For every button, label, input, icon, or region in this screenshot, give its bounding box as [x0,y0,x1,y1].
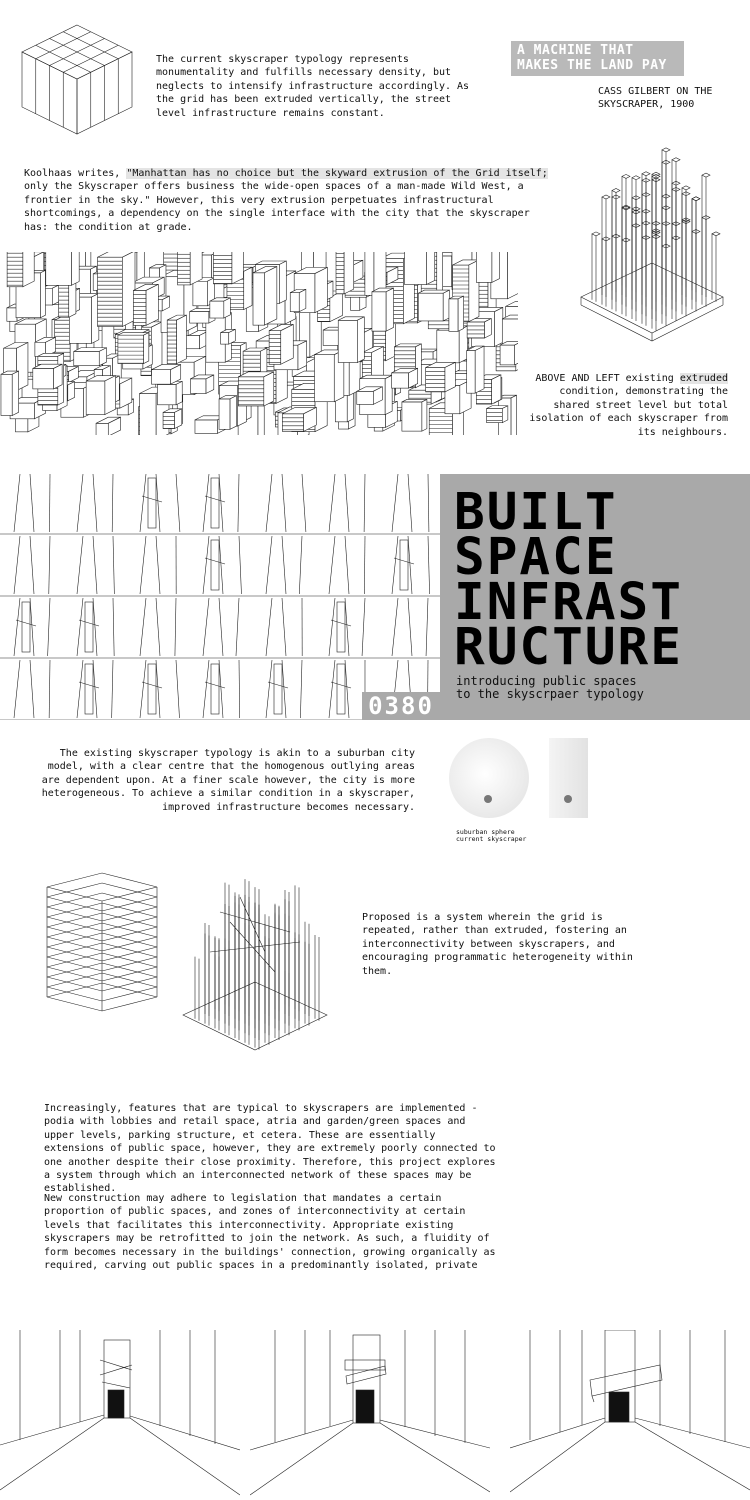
proposed-paragraph: Proposed is a system wherein the grid is repeated, rather than extruded, fostering an interconnectivity between skyscrapers, and encouraging programmatic heterogeneity within them. [362,912,633,977]
koolhaas-paragraph [24,167,549,234]
interior-strip-collage [0,474,440,720]
project-number: 0380 [362,692,440,720]
subtitle-line2: to the skyscrpaer typology [456,687,644,701]
quote-badge-line2: MAKES THE LAND PAY [517,58,667,73]
title-line4: RUCTURE [454,618,683,677]
body-paragraph-2: New construction may adhere to legislation that mandates a certain proportion of public spaces, and zones of interconnectivity at certain levels that facilitates this interconnectivity. Appropriate existing skyscrapers may be retrofitted to join the network. As such, a fluidity of form becomes necessary in the buildings' connection, growing organically as required, carving out public spaces in a predominantly isolated, private [44,1193,496,1272]
repeated-grid-sketch [42,865,162,1015]
city-isometric-sketch [0,252,518,435]
quote-attribution-line1: CASS GILBERT ON THE [598,86,713,97]
intro-paragraph: The current skyscraper typology represents monumentality and fulfills necessary density, but neglects to intensify infrastructure accordingly. As the grid has been extruded vertically, the street level infrastructure remains constant. [156,54,470,119]
suburban-sphere-diagram [449,738,529,818]
suburban-paragraph: The existing skyscraper typology is akin to a suburban city model, with a clear centre that the homogenous outlying areas are dependent upon. At a finer scale however, the city is more heterogeneous. To achieve a similar condition in a skyscraper, improved infrastructure becomes necessary. [41,748,415,813]
koolhaas-after: only the Skyscraper offers business the wide-open spaces of a man-made Wild West, a frontier in the sky." However, this very extrusion perpetuates infrastructural shortcomings, a dependency on the single interface with the city that the skyscraper has: the condition at grade. [24,181,530,233]
perspective-sketch-1 [0,1330,240,1500]
title-line2: SPACE [454,528,618,587]
caption-extruded [520,372,728,439]
title-panel [440,474,750,720]
grid-cube-sketch [20,22,135,137]
quote-badge [511,41,684,76]
caption-highlight: extruded [679,373,728,384]
title-line3: INFRAST [454,573,683,632]
quote-attribution-line2: SKYSCRAPER, 1900 [598,99,695,111]
subtitle-line1: introducing public spaces [456,674,637,688]
sphere-centre-dot [484,795,492,803]
caption-before: ABOVE AND LEFT existing [535,373,680,384]
project-title [454,483,683,677]
caption-after: condition, demonstrating the shared street level but total isolation of each skyscraper from its neighbours. [529,386,728,438]
current-skyscraper-diagram [549,738,588,818]
quote-attribution [598,85,728,112]
title-line1: BUILT [454,483,618,542]
legend-suburban: suburban sphere [456,828,515,836]
perspective-sketch-2 [250,1330,490,1500]
skyscraper-centre-dot [564,795,572,803]
body-paragraph-1: Increasingly, features that are typical to skyscrapers are implemented - podia with lobbies and retail space, atria and garden/green spaces and upper levels, parking structure, et cetera. These are essentially extensions of public space, however, they are extremely poorly connected to one another despite their close proximity. Therefore, this project explores a system through which an interconnected network of these spaces may be established. [44,1103,496,1195]
koolhaas-before: Koolhaas writes, [24,168,127,179]
quote-badge-line1: A MACHINE THAT [517,43,634,58]
perspective-sketch-3 [510,1330,750,1500]
extruded-towers-sketch [578,145,726,345]
proposed-towers-sketch [180,852,330,1057]
legend-skyscraper: current skyscraper [456,835,527,843]
project-subtitle [456,675,644,701]
diagram-legend [456,829,526,843]
koolhaas-highlight: "Manhattan has no choice but the skyward extrusion of the Grid itself; [126,168,548,179]
